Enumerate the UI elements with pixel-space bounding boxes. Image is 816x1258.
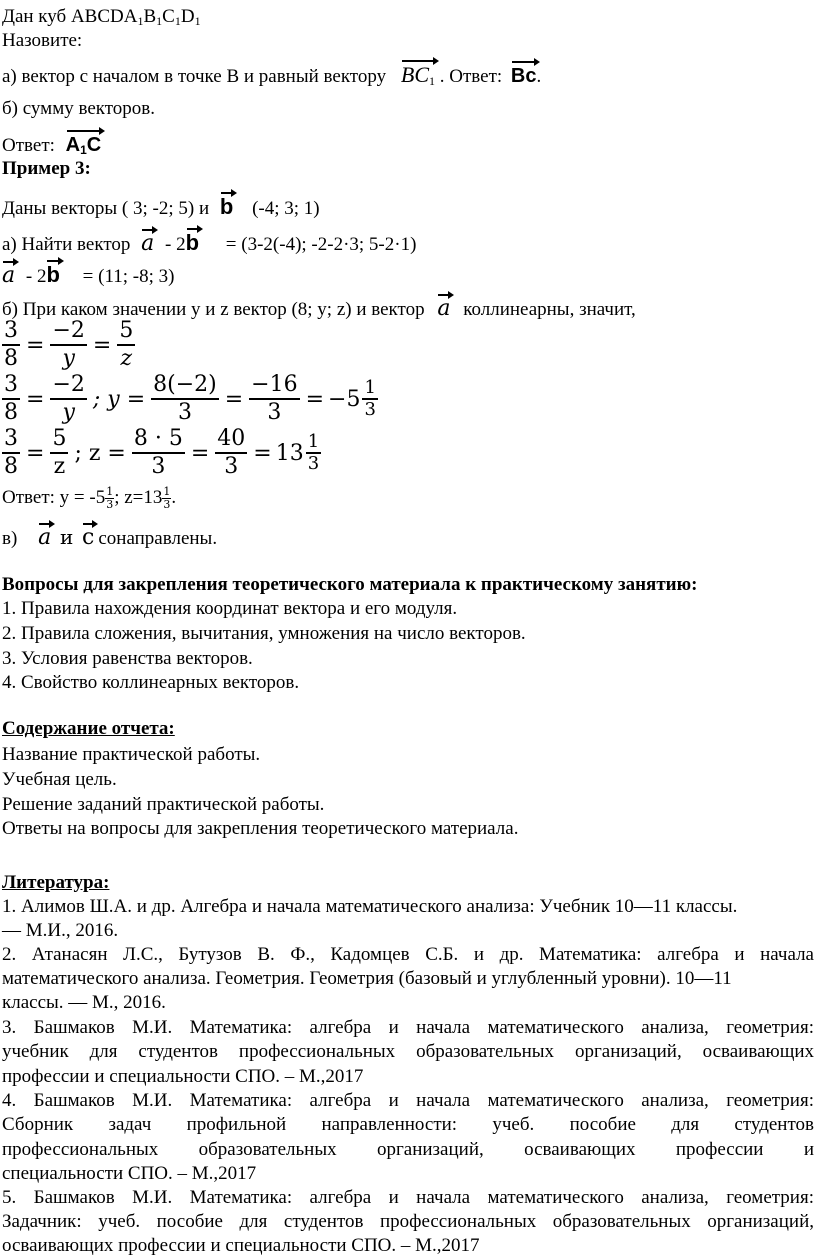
find-result: a - 2b = (11; -8; 3) [2,262,175,288]
task-b-answer [2,134,101,161]
report-title: Содержание отчета: [2,718,175,739]
task-a [2,64,541,92]
name-label: Назовите: [2,30,83,51]
answer-label: Ответ: [2,135,55,156]
cube-b: B [143,6,157,27]
answer-vector-bc: Bc [510,65,537,87]
sub: 1 [174,14,181,28]
report-item: Название практической работы. [2,744,261,765]
literature-line: 1. Алимов Ш.А. и др. Алгебра и начала математического анализа: Учебник 10—11 классы. [2,896,738,917]
answer-vector-a1c: $A_1C$ [66,134,102,161]
literature-line: учебник для студентов профессиональных образовательных организаций, осваивающих [2,1041,814,1062]
report-item: Решение заданий практической работы. [2,794,325,815]
vector-b: b [219,194,234,219]
sub: 1 [194,14,201,28]
literature-line: 3. Башмаков М.И. Математика: алгебра и начала математического анализа, геометрия: [2,1017,814,1038]
sub: 1 [156,14,163,28]
vector-a: a [437,296,451,321]
vector-b: b [185,230,200,255]
period: . [536,66,542,87]
report-item: Учебная цель. [2,769,117,790]
codirected-statement: в) a и c сонаправлены. [2,525,218,550]
equation-z: $\frac{3}{8}$ = $\frac{5}{z}$ ; z = $\frac{8 \cdot 5}{3}$ = $\frac{40}{3}$ = 13 $\frac{1}{3}$ [4,426,320,479]
equation-y: $\frac{3}{8}$ = $\frac{-2}{y}$ ; y = $\frac{8(-2)}{3}$ = $\frac{-16}{3}$ = −5 $\frac{1}{3}$ [4,372,376,425]
literature-title: Литература: [2,872,110,893]
cube-c: C [162,6,175,27]
literature-line: Задачник: учеб. пособие для студентов профессиональных образовательных организаций, [2,1211,814,1232]
vector-a: a [141,231,155,256]
literature-line: классы. — М., 2016. [2,992,166,1013]
vector-b: b [46,262,60,287]
cube-d: D [180,6,195,27]
collinear-condition: б) При каком значении y и z вектор (8; y; z) и вектор a коллинеарны, значит, [2,296,636,321]
vector-a: a [38,525,52,550]
sub: 1 [137,14,144,28]
literature-line: профессиональных образовательных организаций, осваивающих профессии и [2,1139,814,1160]
question-item: 3. Условия равенства векторов. [2,648,253,669]
question-item: 1. Правила нахождения координат вектора и его модуля. [2,598,458,619]
literature-line: Сборник задач профильной направленности: учеб. пособие для студентов [2,1114,814,1135]
task-a-text: а) вектор с началом в точке B и равный вектору [2,66,387,87]
question-item: 2. Правила сложения, вычитания, умножения на число векторов. [2,623,526,644]
literature-line: профессии и специальности СПО. – М.,2017 [2,1066,364,1087]
find-vector: а) Найти вектор a - 2b = (3-2(-4); -2-2·3; 5-2·1) [2,230,417,256]
literature-line: осваивающих профессии и специальности СПО. – М.,2017 [2,1235,480,1256]
equation-proportion: $\frac{3}{8}$ = $\frac{-2}{y}$ = $\frac{5}{z}$ [4,318,134,371]
cube-prefix: Дан куб ABCDA [2,6,138,27]
vector-c: c [82,525,95,550]
vector-bc1: $BC_1$ [401,64,435,92]
literature-line: 5. Башмаков М.И. Математика: алгебра и начала математического анализа, геометрия: [2,1187,814,1208]
cube-statement [2,6,201,32]
answer-label: . Ответ: [439,66,503,87]
questions-title: Вопросы для закрепления теоретического материала к практическому занятию: [2,574,698,595]
task-b: б) сумму векторов. [2,98,156,119]
literature-line: — М.И., 2016. [2,920,119,941]
question-item: 4. Свойство коллинеарных векторов. [2,672,300,693]
literature-line: 4. Башмаков М.И. Математика: алгебра и начала математического анализа, геометрия: [2,1090,814,1111]
literature-line: специальности СПО. – М.,2017 [2,1163,257,1184]
literature-line: математического анализа. Геометрия. Геометрия (базовый и углубленный уровни). 10—11 [2,968,732,989]
given-vectors: Даны векторы ( 3; -2; 5) и b (-4; 3; 1) [2,194,320,219]
example-title: Пример 3: [2,158,91,179]
literature-line: 2. Атанасян Л.С., Бутузов В. Ф., Кадомцев С.Б. и др. Математика: алгебра и начала [2,944,814,965]
example-answer: Ответ: y = -5 $\frac{1}{3}$ ; z=13 $\frac{1}{3}$ . [2,485,177,511]
vector-a: a [2,263,16,288]
report-item: Ответы на вопросы для закрепления теоретического материала. [2,818,519,839]
